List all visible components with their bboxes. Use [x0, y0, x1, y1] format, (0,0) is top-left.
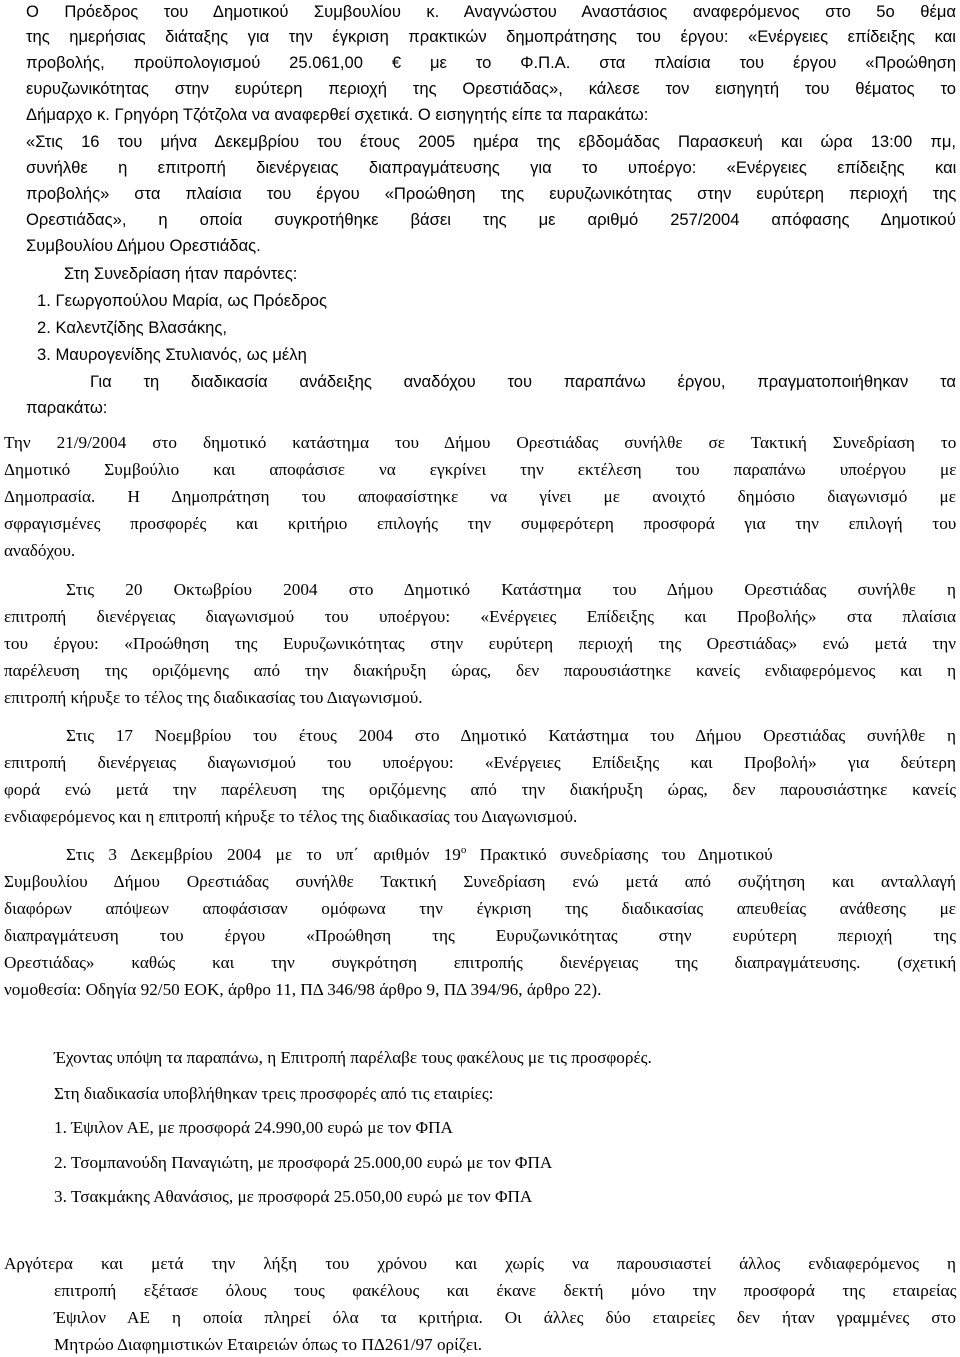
text-line — [66, 845, 956, 865]
text-line: διαπραγμάτευση του έργου «Προώθηση της Ευρυζωνικότητας στην ευρύτερη περιοχή της — [4, 926, 956, 945]
list-item: 2. Καλεντζίδης Βλασάκης, — [37, 318, 227, 337]
text-line: Ο Πρόεδρος του Δημοτικού Συμβουλίου κ. Αναγνώστου Αναστάσιος αναφερόμενος στο 5ο θέμα — [26, 2, 956, 21]
text-line: παρακάτω: — [26, 398, 108, 417]
text-line: Συμβουλίου Δήμου Ορεστιάδας. — [26, 236, 261, 255]
text-line: επιτροπή διενέργειας διαγωνισμού του υποέργου: «Ενέργειες Επίδειξης και Προβολή» για δεύτερη — [4, 753, 956, 772]
text-line: «Στις 16 του μήνα Δεκεμβρίου του έτους 2005 ημέρα της εβδομάδας Παρασκευή και ώρα 13:00 πμ, — [26, 132, 956, 151]
text-line: Δήμαρχο κ. Γρηγόρη Τζότζολα να αναφερθεί σχετικά. Ο εισηγητής είπε τα παρακάτω: — [26, 105, 649, 124]
text-line: Στις 20 Οκτωβρίου 2004 στο Δημοτικό Κατάστημα του Δήμου Ορεστιάδας συνήλθε η — [66, 580, 956, 599]
list-item: 3. Τσακμάκης Αθανάσιος, με προσφορά 25.050,00 ευρώ με τον ΦΠΑ — [54, 1187, 533, 1206]
text-line: Για τη διαδικασία ανάδειξης αναδόχου του παραπάνω έργου, πραγματοποιήθηκαν τα — [90, 372, 956, 391]
text-line: επιτροπή εξέτασε όλους τους φακέλους και έκανε δεκτή μόνο την προσφορά της εταιρείας — [54, 1281, 957, 1300]
text-line: σφραγισμένες προσφορές και κριτήριο επιλογής την συμφερότερη προσφορά για την επιλογή του — [4, 514, 957, 533]
text-line: Στις 17 Νοεμβρίου του έτους 2004 στο Δημοτικό Κατάστημα του Δήμου Ορεστιάδας συνήλθε η — [66, 726, 956, 745]
text-line: Ορεστιάδας», η οποία συγκροτήθηκε βάσει της με αριθμό 257/2004 απόφασης Δημοτικού — [26, 210, 956, 229]
text-line: προβολής, προϋπολογισμού 25.061,00 € με το Φ.Π.Α. στα πλαίσια του έργου «Προώθηση — [26, 53, 957, 72]
text-line-part: Στις 3 Δεκεμβρίου 2004 με το υπ΄ αριθμόν 19 — [66, 845, 461, 864]
text-line: Δημοπρασία. Η Δημοπράτηση του αποφασίστηκε να γίνει με ανοιχτό δημόσιο διαγωνισμό με — [4, 487, 956, 506]
text-line: διαφόρων απόψεων αποφάσισαν ομόφωνα την έγκριση της διαδικασίας απευθείας ανάθεσης με — [4, 899, 956, 918]
text-line: παρέλευση της οριζόμενης από την διακήρυξη ώρας, δεν παρουσιάστηκε κανείς ενδιαφερόμενος και η — [4, 661, 957, 680]
text-line: Ορεστιάδας» καθώς και την συγκρότηση επιτροπής διενέργειας της διαπραγμάτευσης. (σχετική — [4, 953, 957, 972]
list-item: 1. Γεωργοπούλου Μαρία, ως Πρόεδρος — [37, 291, 328, 310]
text-line: Την 21/9/2004 στο δημοτικό κατάστημα του Δήμου Ορεστιάδας συνήλθε σε Τακτική Συνεδρίαση το — [4, 433, 957, 452]
text-line: ενδιαφερόμενος και η επιτροπή κήρυξε το τέλος της διαδικασίας του Διαγωνισμού. — [4, 807, 578, 826]
list-item: 2. Τσομπανούδη Παναγιώτη, με προσφορά 25.000,00 ευρώ με τον ΦΠΑ — [54, 1153, 553, 1172]
text-line: συνήλθε η επιτροπή διενέργειας διαπραγμάτευσης για το υποέργο: «Ενέργειες επίδειξης και — [26, 158, 957, 177]
text-line: της ημερήσιας διάταξης για την έγκριση πρακτικών δημοπράτησης του έργου: «Ενέργειες επίδειξης και — [26, 27, 956, 46]
text-line: φορά ενώ μετά την παρέλευση της οριζόμενης από την διακήρυξη ώρας, δεν παρουσιάστηκε κανείς — [4, 780, 957, 799]
text-line: Μητρώο Διαφημιστικών Εταιρειών όπως το ΠΔ261/97 ορίζει. — [54, 1335, 482, 1354]
text-line-part: Πρακτικό συνεδρίασης του Δημοτικού — [466, 845, 773, 864]
text-line: Έψιλον ΑΕ η οποία πληρεί όλα τα κριτήρια. Οι άλλες δύο εταιρείες δεν ήταν γραμμένες στο — [54, 1308, 956, 1327]
text-line: επιτροπή διενέργειας διαγωνισμού του υποέργου: «Ενέργειες Επίδειξης και Προβολής» στα πλαίσια — [4, 607, 956, 626]
offers-intro: Έχοντας υπόψη τα παραπάνω, η Επιτροπή παρέλαβε τους φακέλους με τις προσφορές. — [54, 1048, 652, 1067]
offers-lead: Στη διαδικασία υποβλήθηκαν τρεις προσφορές από τις εταιρίες: — [54, 1084, 494, 1103]
text-line: Συμβουλίου Δήμου Ορεστιάδας συνήλθε Τακτική Συνεδρίαση ενώ μετά από συζήτηση και ανταλλαγή — [4, 872, 956, 891]
superscript: ο — [460, 844, 467, 856]
list-item: 1. Έψιλον ΑΕ, με προσφορά 24.990,00 ευρώ με τον ΦΠΑ — [54, 1118, 453, 1137]
text-line: Αργότερα και μετά την λήξη του χρόνου και χωρίς να παρουσιαστεί άλλος ενδιαφερόμενος η — [4, 1254, 956, 1273]
text-line: Δημοτικό Συμβούλιο και αποφάσισε να εγκρίνει την εκτέλεση του παραπάνω υποέργου με — [4, 460, 957, 479]
text-line: προβολής» στα πλαίσια του έργου «Προώθηση της ευρυζωνικότητας στην ευρύτερη περιοχή της — [26, 184, 957, 203]
text-line: αναδόχου. — [4, 541, 76, 560]
text-line: επιτροπή κήρυξε το τέλος της διαδικασίας του Διαγωνισμού. — [4, 688, 423, 707]
list-item: 3. Μαυρογενίδης Στυλιανός, ως μέλη — [37, 345, 307, 364]
text-line: του έργου: «Προώθηση της Ευρυζωνικότητας στην ευρύτερη περιοχή της Ορεστιάδας» ενώ μετά την — [4, 634, 956, 653]
text-line: νομοθεσία: Οδηγία 92/50 ΕΟΚ, άρθρο 11, ΠΔ 346/98 άρθρο 9, ΠΔ 394/96, άρθρο 22). — [4, 980, 602, 999]
present-title: Στη Συνεδρίαση ήταν παρόντες: — [64, 264, 298, 283]
text-line: ευρυζωνικότητας στην ευρύτερη περιοχή της Ορεστιάδας», κάλεσε τον εισηγητή του θέματος το — [26, 79, 956, 98]
